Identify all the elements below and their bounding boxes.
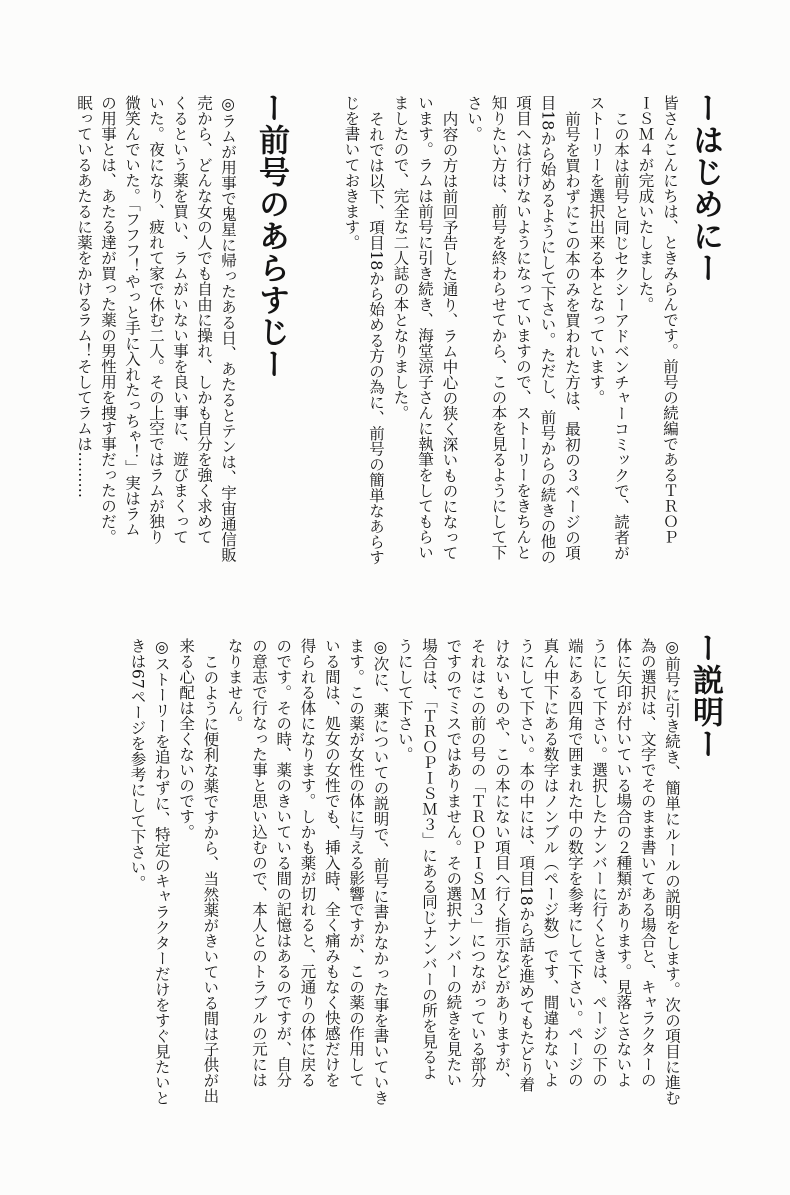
intro-line: それでは以下、項目18から始める方の為に、前号の簡単なあらす xyxy=(367,110,385,565)
explanation-line: うにして下さい。 xyxy=(395,638,414,762)
explanation-line: うにして下さい。選択したナンバーに行くときは、ページの下の xyxy=(590,638,609,1088)
synopsis-line: 売から、どんな女の人でも自由に操れ、しかも自分を強く求めて xyxy=(195,95,213,545)
explanation-line: ます。この薬が女性の体に与える影響ですが、この薬の作用して xyxy=(347,638,366,1088)
explanation-body xyxy=(125,638,684,1106)
explanation-line: 来る心配は全くないのです。 xyxy=(177,638,196,840)
intro-line: います。ラムは前号に引き続き、海堂涼子さんに執筆をしてもらい xyxy=(416,95,434,560)
intro-line: さい。 xyxy=(465,95,483,142)
synopsis-body xyxy=(72,95,240,563)
synopsis-line: いた。夜になり、疲れて家で休む二人。その上空ではラムが独り xyxy=(147,95,165,545)
section-heading-explanation: ー説明ー xyxy=(687,632,723,760)
explanation-line: うにして下さい。本の中には、項目18から話を進めてもたどり着 xyxy=(517,638,536,1092)
section-heading-intro: ーはじめにー xyxy=(687,92,723,284)
explanation-line: 為の選択は、文字でそのまま書いてある場合と、キャラクターの xyxy=(638,638,657,1088)
intro-line: じを書いておきます。 xyxy=(342,95,361,250)
explanation-line: 場合は、「ＴＲＯＰＩＳＭ３」にある同じナンバーの所を見るよ xyxy=(420,638,439,1080)
explanation-line: それはこの前の号の「ＴＲＯＰＩＳＭ３」につながっている部分 xyxy=(468,638,487,1088)
synopsis-line: 眠っているあたるに薬をかけるラム！そしてラムは……… xyxy=(75,95,93,498)
explanation-line: のです。その時、薬のきいている間の記憶はあるのですが、自分 xyxy=(274,638,293,1088)
intro-line: ましたので、完全な二人誌の本となりました。 xyxy=(391,95,410,421)
explanation-line: けないものや、この本にない項目へ行く指示などがありますが、 xyxy=(492,638,511,1088)
explanation-line: ◎ストーリーを追わずに、特定のキャラクターだけをすぐ見たいと xyxy=(152,638,171,1106)
explanation-line: ◎前号に引き続き、簡単にルールの説明をします。次の項目に進む xyxy=(663,638,681,1106)
explanation-line: いる間は、処女の女性でも、挿入時、全く痛みもなく快感だけを xyxy=(322,638,341,1088)
intro-line: 皆さんこんにちは、ときみらんです。前号の続編であるＴＲＯＰ xyxy=(661,95,679,545)
synopsis-line: くるという薬を買い、ラムがいない事を良い事に、遊びまくって xyxy=(171,95,189,545)
intro-line: ＩＳＭ４が完成いたしました。 xyxy=(636,95,655,312)
explanation-line: 体に矢印が付いている場合の２種類があります。見落とさないよ xyxy=(614,638,633,1088)
intro-body xyxy=(339,95,682,564)
section-heading-synopsis: ー前号のあらすじー xyxy=(253,92,289,380)
intro-line: ストーリーを選択出来る本となっています。 xyxy=(587,95,606,405)
explanation-line: ◎次に、薬についての説明で、前号に書かなかった事を書いていき xyxy=(371,638,390,1106)
intro-line: 知りたい方は、前号を終わらせてから、この本を見るようにして下 xyxy=(489,95,508,560)
synopsis-line: ◎ラムが用事で鬼星に帰ったある日、あたるとテンは、宇宙通信販 xyxy=(219,95,237,563)
explanation-line: きは67ページを参考にして下さい。 xyxy=(128,638,147,891)
explanation-line: なりません。 xyxy=(225,638,244,731)
explanation-line: 得られる体になります。しかも薬が切れると、元通りの体に戻る xyxy=(298,638,317,1088)
synopsis-line: 微笑んでいた。「フフフ！やっと手に入れたっちゃ！」実はラム xyxy=(123,95,141,537)
explanation-line: 真ん中下にある数字はノンブル（ページ数）です、間違わないよ xyxy=(541,638,560,1088)
synopsis-line: の用事とは、あたる達が買った薬の男性用を捜す事だったのだ。 xyxy=(99,95,117,545)
intro-line: 目18から始めるようにして下さい。ただし、前号からの続きの他の xyxy=(538,95,557,565)
explanation-line: の意志で行なった事と思い込むので、本人とのトラブルの元には xyxy=(249,638,268,1088)
intro-line: 項目へは行けないようになっていますので、ストーリーをきちんと xyxy=(514,95,532,560)
intro-line: この本は前号と同じセクシーアドベンチャーコミックで、読者が xyxy=(612,110,630,560)
explanation-line: 端にある四角で囲まれた中の数字を参考にして下さい。ページの xyxy=(565,638,584,1088)
explanation-line: ですのでミスではありません。その選択ナンバーの続きを見たい xyxy=(444,638,463,1088)
intro-line: 前号を買わずにこの本のみを買われた方は、最初の３ページの項 xyxy=(563,110,581,560)
explanation-line: このように便利な薬ですから、当然薬がきいている間は子供が出 xyxy=(201,653,220,1103)
intro-line: 内容の方は前回予告した通り、ラム中心の狭く深いものになって xyxy=(440,110,459,560)
